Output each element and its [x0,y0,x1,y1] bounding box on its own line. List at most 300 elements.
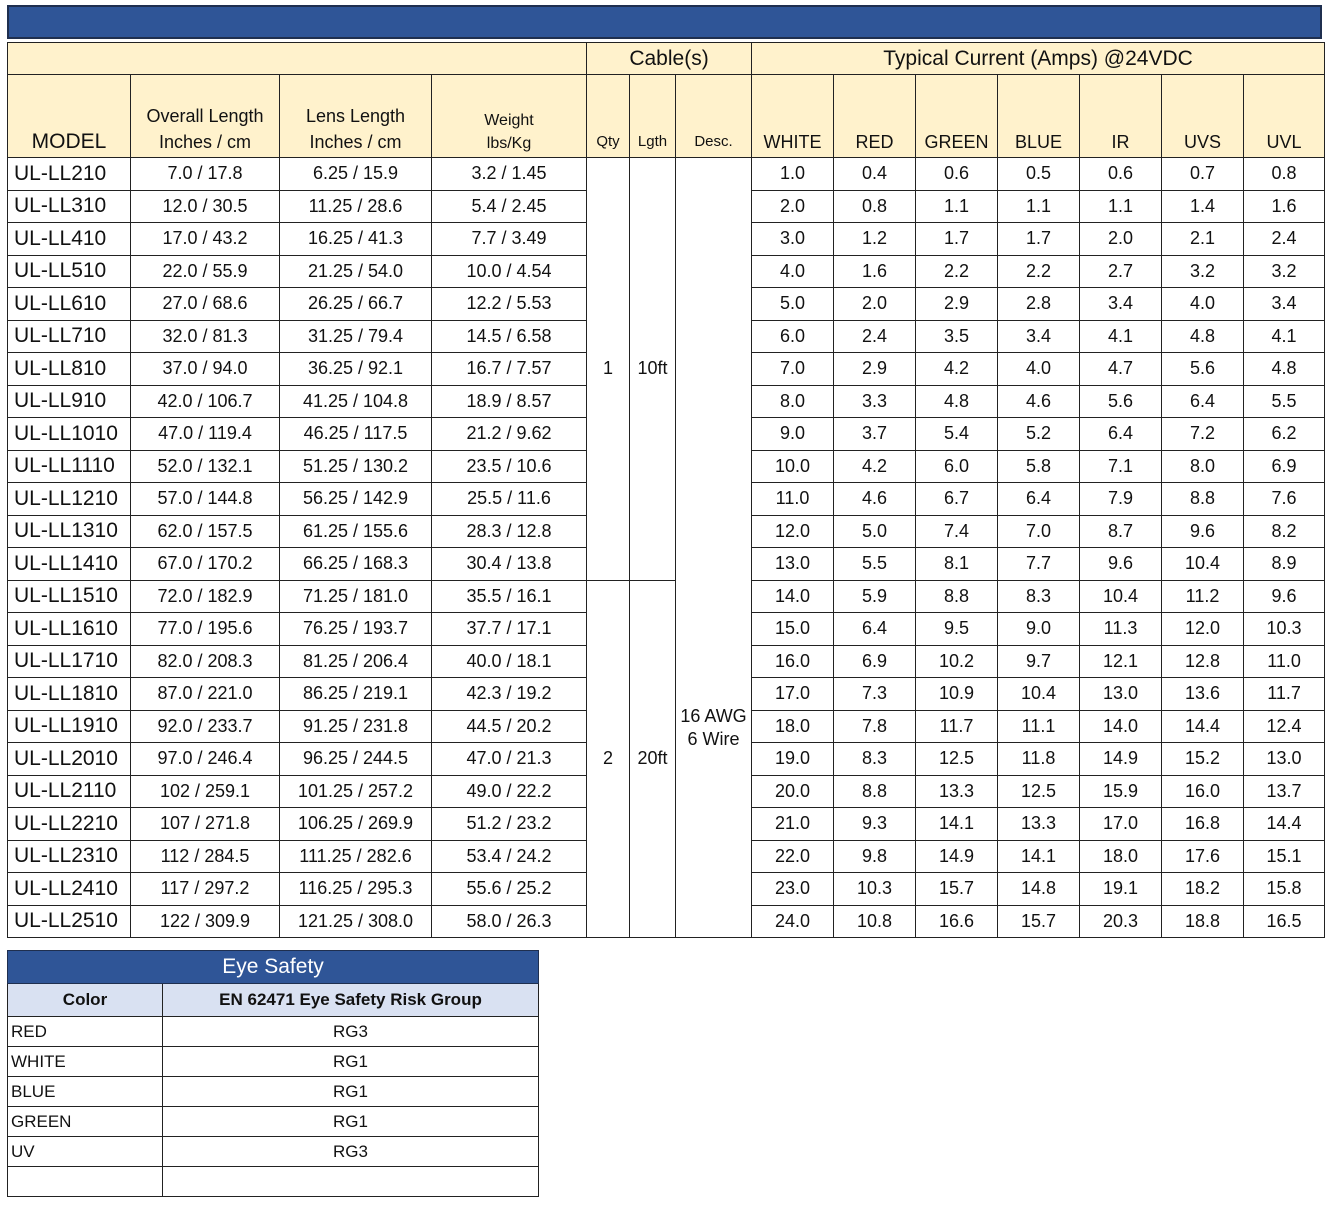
ir-current-cell: 15.9 [1080,775,1162,808]
uvl-current-cell: 10.3 [1244,613,1325,646]
white-current-cell: 12.0 [752,515,834,548]
uvl-current-cell: 6.2 [1244,418,1325,451]
overall-length-cell: 87.0 / 221.0 [131,678,280,711]
blue-current-cell: 3.4 [998,320,1080,353]
cable-qty-cell: 2 [587,580,630,938]
green-current-cell: 15.7 [916,873,998,906]
blue-current-cell: 9.7 [998,645,1080,678]
model-cell: UL-LL1110 [8,450,131,483]
blue-current-cell: 11.1 [998,710,1080,743]
color-header: Color [8,984,163,1017]
lens-length-cell: 31.25 / 79.4 [280,320,432,353]
lens-length-cell: 11.25 / 28.6 [280,190,432,223]
uvl-current-cell: 8.2 [1244,515,1325,548]
red-current-cell: 6.4 [834,613,916,646]
eye-color-cell: BLUE [8,1077,163,1107]
blue-current-cell: 5.8 [998,450,1080,483]
ir-current-cell: 4.7 [1080,353,1162,386]
lens-length-cell: 91.25 / 231.8 [280,710,432,743]
blue-current-cell: 10.4 [998,678,1080,711]
weight-cell: 21.2 / 9.62 [432,418,587,451]
weight-cell: 16.7 / 7.57 [432,353,587,386]
weight-cell: 18.9 / 8.57 [432,385,587,418]
green-current-cell: 11.7 [916,710,998,743]
white-current-cell: 3.0 [752,223,834,256]
white-current-cell: 14.0 [752,580,834,613]
white-current-cell: 20.0 [752,775,834,808]
cable-desc-line2: 6 Wire [687,728,740,749]
uvl-current-cell: 7.6 [1244,483,1325,516]
weight-cell: 58.0 / 26.3 [432,905,587,938]
blue-current-cell: 2.8 [998,288,1080,321]
cable-length-cell: 10ft [630,158,676,581]
uvl-header: UVL [1244,75,1325,158]
ir-current-cell: 12.1 [1080,645,1162,678]
blue-header: BLUE [998,75,1080,158]
weight-cell: 53.4 / 24.2 [432,840,587,873]
uvl-current-cell: 15.8 [1244,873,1325,906]
overall-length-cell: 52.0 / 132.1 [131,450,280,483]
green-current-cell: 10.9 [916,678,998,711]
green-current-cell: 1.7 [916,223,998,256]
overall-length-cell: 97.0 / 246.4 [131,743,280,776]
eye-safety-title-row [8,951,539,984]
overall-length-cell: 12.0 / 30.5 [131,190,280,223]
blue-current-cell: 1.1 [998,190,1080,223]
uvs-current-cell: 8.0 [1162,450,1244,483]
ir-current-cell: 10.4 [1080,580,1162,613]
model-cell: UL-LL2010 [8,743,131,776]
green-current-cell: 14.1 [916,808,998,841]
blue-current-cell: 7.0 [998,515,1080,548]
green-current-cell: 12.5 [916,743,998,776]
eye-safety-row [8,1077,539,1107]
blue-current-cell: 12.5 [998,775,1080,808]
uvl-current-cell: 8.9 [1244,548,1325,581]
current-group-header: Typical Current (Amps) @24VDC [752,43,1325,75]
uvs-current-cell: 2.1 [1162,223,1244,256]
green-current-cell: 6.0 [916,450,998,483]
overall-length-cell: 112 / 284.5 [131,840,280,873]
lens-length-cell: 106.25 / 269.9 [280,808,432,841]
green-current-cell: 9.5 [916,613,998,646]
uvl-current-cell: 16.5 [1244,905,1325,938]
white-current-cell: 2.0 [752,190,834,223]
green-current-cell: 8.8 [916,580,998,613]
overall-length-cell: 117 / 297.2 [131,873,280,906]
model-cell: UL-LL1010 [8,418,131,451]
white-current-cell: 5.0 [752,288,834,321]
model-cell: UL-LL2310 [8,840,131,873]
eye-risk-group-cell: RG1 [163,1107,539,1137]
overall-length-cell: 102 / 259.1 [131,775,280,808]
weight-cell: 3.2 / 1.45 [432,158,587,191]
lens-length-label: Lens Length [305,106,406,126]
eye-color-cell [8,1167,163,1197]
uvs-header: UVS [1162,75,1244,158]
blue-current-cell: 14.8 [998,873,1080,906]
model-cell: UL-LL310 [8,190,131,223]
weight-cell: 5.4 / 2.45 [432,190,587,223]
white-current-cell: 23.0 [752,873,834,906]
green-current-cell: 2.9 [916,288,998,321]
uvl-current-cell: 11.7 [1244,678,1325,711]
model-cell: UL-LL610 [8,288,131,321]
green-current-cell: 8.1 [916,548,998,581]
green-current-cell: 6.7 [916,483,998,516]
uvl-current-cell: 5.5 [1244,385,1325,418]
model-cell: UL-LL910 [8,385,131,418]
white-current-cell: 13.0 [752,548,834,581]
uvs-current-cell: 12.0 [1162,613,1244,646]
overall-length-cell: 7.0 / 17.8 [131,158,280,191]
blue-current-cell: 13.3 [998,808,1080,841]
lens-length-cell: 16.25 / 41.3 [280,223,432,256]
weight-cell: 35.5 / 16.1 [432,580,587,613]
white-current-cell: 21.0 [752,808,834,841]
white-current-cell: 24.0 [752,905,834,938]
white-current-cell: 6.0 [752,320,834,353]
risk-group-header: EN 62471 Eye Safety Risk Group [163,984,539,1017]
green-current-cell: 3.5 [916,320,998,353]
lens-length-unit: Inches / cm [309,132,402,152]
ir-current-cell: 19.1 [1080,873,1162,906]
weight-cell: 25.5 / 11.6 [432,483,587,516]
overall-length-header [131,75,280,158]
lens-length-cell: 26.25 / 66.7 [280,288,432,321]
green-current-cell: 4.8 [916,385,998,418]
ir-current-cell: 3.4 [1080,288,1162,321]
weight-cell: 12.2 / 5.53 [432,288,587,321]
white-current-cell: 11.0 [752,483,834,516]
uvl-current-cell: 3.2 [1244,255,1325,288]
weight-cell: 47.0 / 21.3 [432,743,587,776]
blue-current-cell: 4.0 [998,353,1080,386]
overall-length-cell: 72.0 / 182.9 [131,580,280,613]
weight-cell: 30.4 / 13.8 [432,548,587,581]
lens-length-cell: 76.25 / 193.7 [280,613,432,646]
weight-cell: 44.5 / 20.2 [432,710,587,743]
lens-length-cell: 96.25 / 244.5 [280,743,432,776]
blue-current-cell: 2.2 [998,255,1080,288]
uvl-current-cell: 13.7 [1244,775,1325,808]
white-current-cell: 17.0 [752,678,834,711]
ir-current-cell: 13.0 [1080,678,1162,711]
red-current-cell: 2.4 [834,320,916,353]
red-current-cell: 6.9 [834,645,916,678]
uvl-current-cell: 12.4 [1244,710,1325,743]
blue-current-cell: 6.4 [998,483,1080,516]
ir-current-cell: 7.1 [1080,450,1162,483]
cable-length-cell: 20ft [630,580,676,938]
lens-length-cell: 121.25 / 308.0 [280,905,432,938]
uvl-current-cell: 14.4 [1244,808,1325,841]
uvl-current-cell: 13.0 [1244,743,1325,776]
ir-current-cell: 20.3 [1080,905,1162,938]
lens-length-cell: 21.25 / 54.0 [280,255,432,288]
model-cell: UL-LL2510 [8,905,131,938]
white-current-cell: 4.0 [752,255,834,288]
ir-current-cell: 2.7 [1080,255,1162,288]
overall-length-unit: Inches / cm [158,132,252,152]
eye-safety-row [8,1017,539,1047]
ir-current-cell: 6.4 [1080,418,1162,451]
red-current-cell: 2.9 [834,353,916,386]
blue-current-cell: 0.5 [998,158,1080,191]
ir-current-cell: 0.6 [1080,158,1162,191]
blue-current-cell: 8.3 [998,580,1080,613]
overall-length-cell: 77.0 / 195.6 [131,613,280,646]
white-current-cell: 22.0 [752,840,834,873]
model-header: MODEL [8,75,131,158]
uvs-current-cell: 8.8 [1162,483,1244,516]
weight-cell: 23.5 / 10.6 [432,450,587,483]
eye-color-cell: GREEN [8,1107,163,1137]
uvs-current-cell: 1.4 [1162,190,1244,223]
red-current-cell: 8.3 [834,743,916,776]
uvl-current-cell: 4.8 [1244,353,1325,386]
overall-length-cell: 57.0 / 144.8 [131,483,280,516]
lens-length-cell: 36.25 / 92.1 [280,353,432,386]
lens-length-cell: 66.25 / 168.3 [280,548,432,581]
uvs-current-cell: 14.4 [1162,710,1244,743]
red-current-cell: 3.7 [834,418,916,451]
uvs-current-cell: 5.6 [1162,353,1244,386]
white-current-cell: 18.0 [752,710,834,743]
uvs-current-cell: 18.2 [1162,873,1244,906]
uvs-current-cell: 7.2 [1162,418,1244,451]
blue-current-cell: 7.7 [998,548,1080,581]
model-cell: UL-LL1610 [8,613,131,646]
model-cell: UL-LL810 [8,353,131,386]
uvl-current-cell: 11.0 [1244,645,1325,678]
title-banner [7,5,1322,39]
blue-current-cell: 1.7 [998,223,1080,256]
overall-length-label: Overall Length [146,106,264,126]
red-current-cell: 7.3 [834,678,916,711]
weight-cell: 10.0 / 4.54 [432,255,587,288]
uvl-current-cell: 9.6 [1244,580,1325,613]
overall-length-cell: 37.0 / 94.0 [131,353,280,386]
cable-desc-line1: 16 AWG [680,705,747,726]
white-current-cell: 7.0 [752,353,834,386]
ir-current-cell: 14.9 [1080,743,1162,776]
uvs-current-cell: 18.8 [1162,905,1244,938]
white-current-cell: 15.0 [752,613,834,646]
blue-current-cell: 9.0 [998,613,1080,646]
model-cell: UL-LL410 [8,223,131,256]
weight-cell: 42.3 / 19.2 [432,678,587,711]
red-current-cell: 5.5 [834,548,916,581]
eye-safety-title: Eye Safety [8,951,539,984]
overall-length-cell: 82.0 / 208.3 [131,645,280,678]
spec-table [7,42,1325,938]
qty-header: Qty [587,75,630,158]
uvs-current-cell: 6.4 [1162,385,1244,418]
lens-length-cell: 116.25 / 295.3 [280,873,432,906]
white-header: WHITE [752,75,834,158]
eye-risk-group-cell [163,1167,539,1197]
group-blank-cell [8,43,587,75]
eye-safety-row [8,1047,539,1077]
cable-qty-cell: 1 [587,158,630,581]
eye-risk-group-cell: RG3 [163,1017,539,1047]
group-header-row [8,43,1325,75]
lens-length-cell: 86.25 / 219.1 [280,678,432,711]
green-current-cell: 7.4 [916,515,998,548]
eye-safety-table [7,950,539,1197]
green-current-cell: 2.2 [916,255,998,288]
uvs-current-cell: 11.2 [1162,580,1244,613]
lens-length-cell: 101.25 / 257.2 [280,775,432,808]
eye-risk-group-cell: RG1 [163,1077,539,1107]
weight-cell: 49.0 / 22.2 [432,775,587,808]
overall-length-cell: 17.0 / 43.2 [131,223,280,256]
uvs-current-cell: 9.6 [1162,515,1244,548]
lens-length-cell: 56.25 / 142.9 [280,483,432,516]
green-current-cell: 0.6 [916,158,998,191]
model-cell: UL-LL1410 [8,548,131,581]
model-cell: UL-LL1310 [8,515,131,548]
eye-color-cell: WHITE [8,1047,163,1077]
model-cell: UL-LL510 [8,255,131,288]
overall-length-cell: 27.0 / 68.6 [131,288,280,321]
green-current-cell: 13.3 [916,775,998,808]
white-current-cell: 10.0 [752,450,834,483]
red-current-cell: 5.9 [834,580,916,613]
ir-current-cell: 7.9 [1080,483,1162,516]
red-current-cell: 5.0 [834,515,916,548]
overall-length-cell: 42.0 / 106.7 [131,385,280,418]
red-current-cell: 1.2 [834,223,916,256]
white-current-cell: 9.0 [752,418,834,451]
weight-cell: 37.7 / 17.1 [432,613,587,646]
white-current-cell: 1.0 [752,158,834,191]
overall-length-cell: 22.0 / 55.9 [131,255,280,288]
overall-length-cell: 62.0 / 157.5 [131,515,280,548]
cable-desc-cell [676,158,752,938]
ir-current-cell: 4.1 [1080,320,1162,353]
ir-current-cell: 2.0 [1080,223,1162,256]
model-cell: UL-LL2110 [8,775,131,808]
red-current-cell: 1.6 [834,255,916,288]
eye-safety-row [8,1107,539,1137]
overall-length-cell: 107 / 271.8 [131,808,280,841]
uvl-current-cell: 3.4 [1244,288,1325,321]
red-current-cell: 2.0 [834,288,916,321]
red-current-cell: 7.8 [834,710,916,743]
green-current-cell: 5.4 [916,418,998,451]
model-cell: UL-LL1910 [8,710,131,743]
ir-current-cell: 11.3 [1080,613,1162,646]
ir-current-cell: 9.6 [1080,548,1162,581]
ir-current-cell: 17.0 [1080,808,1162,841]
weight-cell: 14.5 / 6.58 [432,320,587,353]
uvs-current-cell: 16.0 [1162,775,1244,808]
model-cell: UL-LL1510 [8,580,131,613]
uvs-current-cell: 4.0 [1162,288,1244,321]
uvs-current-cell: 3.2 [1162,255,1244,288]
green-current-cell: 16.6 [916,905,998,938]
overall-length-cell: 32.0 / 81.3 [131,320,280,353]
white-current-cell: 16.0 [752,645,834,678]
model-cell: UL-LL1210 [8,483,131,516]
lens-length-cell: 61.25 / 155.6 [280,515,432,548]
column-header-row [8,75,1325,158]
blue-current-cell: 15.7 [998,905,1080,938]
uvl-current-cell: 0.8 [1244,158,1325,191]
green-current-cell: 4.2 [916,353,998,386]
lens-length-cell: 51.25 / 130.2 [280,450,432,483]
weight-cell: 51.2 / 23.2 [432,808,587,841]
cables-group-header: Cable(s) [587,43,752,75]
model-cell: UL-LL710 [8,320,131,353]
ir-current-cell: 5.6 [1080,385,1162,418]
lens-length-cell: 71.25 / 181.0 [280,580,432,613]
uvl-current-cell: 15.1 [1244,840,1325,873]
model-cell: UL-LL1710 [8,645,131,678]
blue-current-cell: 4.6 [998,385,1080,418]
blue-current-cell: 5.2 [998,418,1080,451]
weight-cell: 7.7 / 3.49 [432,223,587,256]
green-current-cell: 10.2 [916,645,998,678]
uvs-current-cell: 13.6 [1162,678,1244,711]
ir-current-cell: 18.0 [1080,840,1162,873]
overall-length-cell: 92.0 / 233.7 [131,710,280,743]
uvs-current-cell: 0.7 [1162,158,1244,191]
red-current-cell: 0.8 [834,190,916,223]
eye-safety-header-row [8,984,539,1017]
model-cell: UL-LL2210 [8,808,131,841]
blue-current-cell: 14.1 [998,840,1080,873]
model-cell: UL-LL210 [8,158,131,191]
lens-length-cell: 111.25 / 282.6 [280,840,432,873]
weight-label: Weight [484,112,534,129]
lens-length-cell: 41.25 / 104.8 [280,385,432,418]
weight-cell: 40.0 / 18.1 [432,645,587,678]
uvl-current-cell: 4.1 [1244,320,1325,353]
uvl-current-cell: 6.9 [1244,450,1325,483]
ir-current-cell: 1.1 [1080,190,1162,223]
red-current-cell: 10.3 [834,873,916,906]
lens-length-cell: 81.25 / 206.4 [280,645,432,678]
lens-length-cell: 46.25 / 117.5 [280,418,432,451]
uvl-current-cell: 1.6 [1244,190,1325,223]
uvs-current-cell: 12.8 [1162,645,1244,678]
ir-header: IR [1080,75,1162,158]
green-current-cell: 14.9 [916,840,998,873]
weight-cell: 55.6 / 25.2 [432,873,587,906]
uvs-current-cell: 16.8 [1162,808,1244,841]
model-cell: UL-LL2410 [8,873,131,906]
red-current-cell: 0.4 [834,158,916,191]
lens-length-header [280,75,432,158]
lgth-header: Lgth [630,75,676,158]
red-current-cell: 10.8 [834,905,916,938]
red-current-cell: 9.8 [834,840,916,873]
eye-safety-row [8,1167,539,1197]
white-current-cell: 8.0 [752,385,834,418]
eye-color-cell: RED [8,1017,163,1047]
eye-risk-group-cell: RG3 [163,1137,539,1167]
red-header: RED [834,75,916,158]
weight-cell: 28.3 / 12.8 [432,515,587,548]
uvs-current-cell: 10.4 [1162,548,1244,581]
ir-current-cell: 8.7 [1080,515,1162,548]
eye-safety-row [8,1137,539,1167]
uvs-current-cell: 17.6 [1162,840,1244,873]
table-row [8,580,1325,613]
